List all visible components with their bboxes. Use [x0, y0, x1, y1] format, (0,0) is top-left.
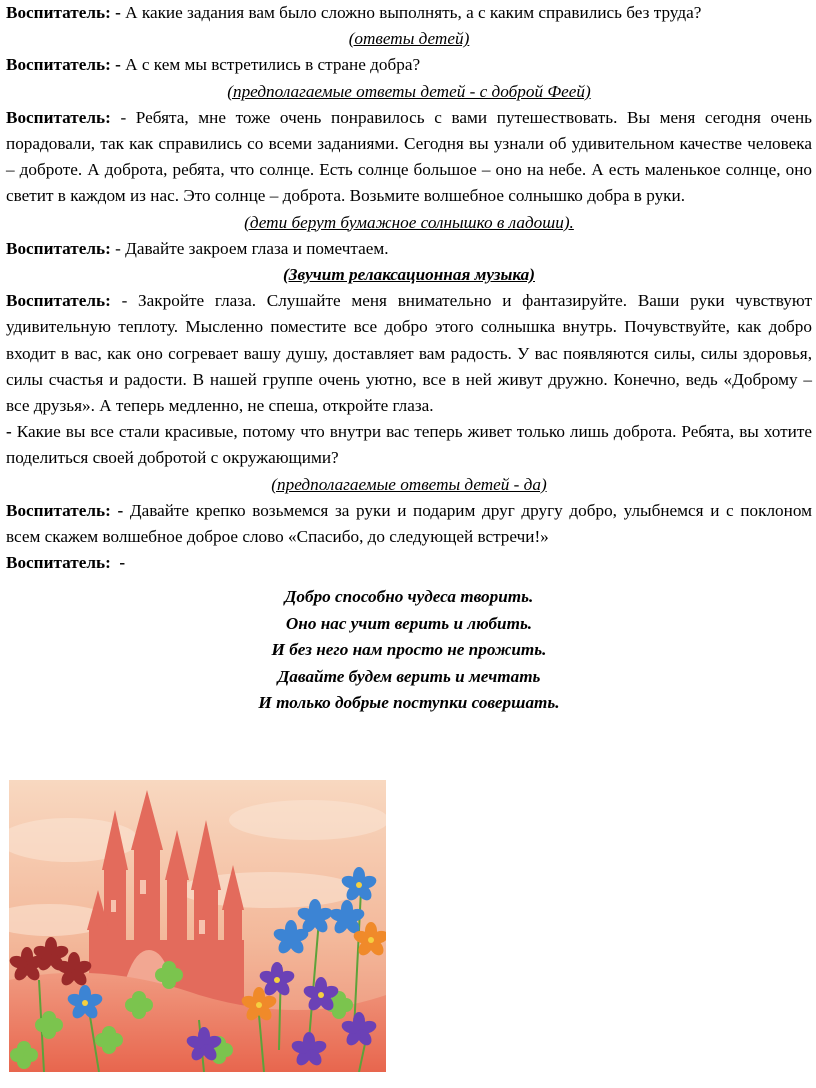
- dialog-line: Воспитатель: - Ребята, мне тоже очень понравилось с вами путешествовать. Вы меня сегодня очень порадовали, так как справились со всеми заданиями. Сегодня вы узнали об удивительном качестве человека – доброте. А доброта, ребята, что солнце. Есть солнце большое – оно на небе. А есть маленькое солнце, оно светит в каждом из нас. Это солнце – доброта. Возьмите волшебное солнышко добра в руки.: [6, 107, 812, 206]
- stage-direction: (ответы детей): [348, 29, 470, 49]
- castle-illustration: [9, 780, 386, 1072]
- document-body: [6, 0, 812, 717]
- stage-direction: (Звучит релаксационная музыка): [282, 265, 535, 285]
- poem-line: Добро способно чудеса творить.: [284, 587, 534, 607]
- speaker-label: Воспитатель:: [6, 238, 111, 258]
- dialog-line: Воспитатель: -: [6, 553, 126, 573]
- speaker-label: Воспитатель:: [6, 55, 111, 75]
- castle-flowers-image: [9, 780, 386, 1072]
- dialog-line: - Какие вы все стали красивые, потому что внутри вас теперь живет только лишь доброта. Ребята, вы хотите поделиться своей добротой с окружающими?: [6, 422, 812, 468]
- speaker-label: Воспитатель:: [6, 500, 111, 520]
- poem-line: И только добрые поступки совершать.: [258, 693, 560, 713]
- speaker-label: Воспитатель:: [6, 107, 111, 127]
- speaker-label: Воспитатель:: [6, 3, 111, 22]
- poem: [6, 584, 812, 717]
- dialog-line: Воспитатель: - Давайте закроем глаза и помечтаем.: [6, 238, 389, 258]
- speaker-label: Воспитатель:: [6, 291, 111, 311]
- speaker-label: Воспитатель:: [6, 553, 111, 573]
- dialog-line: Воспитатель: - Давайте крепко возьмемся за руки и подарим друг другу добро, улыбнемся и с поклоном всем скажем волшебное доброе слово «Спасибо, до следующей встречи!»: [6, 500, 812, 547]
- poem-line: И без него нам просто не прожить.: [271, 640, 547, 660]
- poem-line: Давайте будем верить и мечтать: [277, 666, 541, 686]
- dialog-line: Воспитатель: - А какие задания вам было сложно выполнять, а с каким справились без труда?: [6, 3, 702, 22]
- stage-direction: (предполагаемые ответы детей - с доброй Феей): [227, 81, 591, 101]
- dialog-line: Воспитатель: - А с кем мы встретились в стране добра?: [6, 55, 421, 75]
- poem-line: Оно нас учит верить и любить.: [285, 613, 533, 633]
- stage-direction: (предполагаемые ответы детей - да): [271, 474, 547, 494]
- stage-direction: (дети берут бумажное солнышко в ладоши).: [244, 212, 574, 232]
- dialog-line: Воспитатель: - Закройте глаза. Слушайте меня внимательно и фантазируйте. Ваши руки чувствуют удивительную теплоту. Мысленно поместите все добро этого солнышка внутрь. Почувствуйте, как добро входит в вас, как оно согревает вашу душу, доставляет вам радость. У вас появляются силы, силы здоровья, силы счастья и радости. В нашей группе очень уютно, все в ней живут дружно. Конечно, ведь «Доброму – все друзья». А теперь медленно, не спеша, откройте глаза.: [6, 291, 812, 416]
